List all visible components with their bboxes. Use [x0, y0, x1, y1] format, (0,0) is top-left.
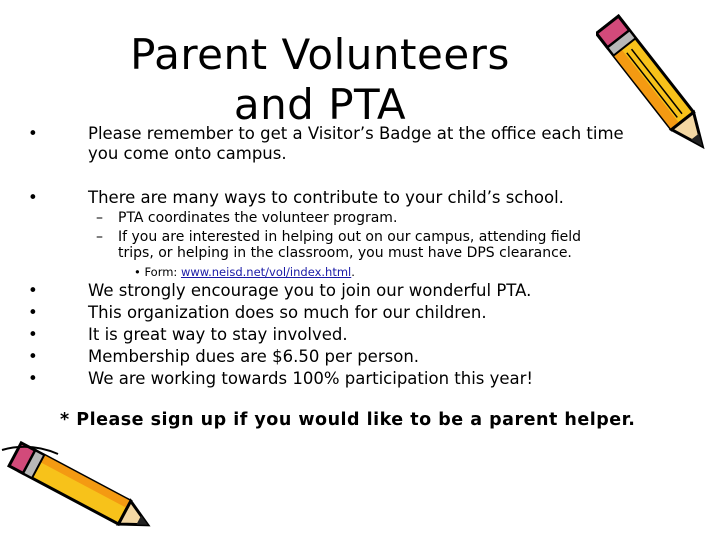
list-item-organization: This organization does so much for our children. [88, 303, 487, 322]
subbullet-text: PTA coordinates the volunteer program. [118, 210, 398, 226]
list-item-membership-dues: Membership dues are $6.50 per person. [88, 347, 420, 366]
list-item-join-pta: We strongly encourage you to join our wonderful PTA. [88, 281, 532, 300]
sign-up-note: * Please sign up if you would like to be a parent helper. [60, 410, 636, 430]
form-label: Form: [144, 265, 181, 279]
list-item-participation: We are working towards 100% participation this year! [88, 369, 534, 388]
subbullet-text: If you are interested in helping out on our campus, attending field trips, or helping in the classroom, you must have DPS clearance. [118, 229, 582, 261]
bullet-marker: • [28, 281, 38, 300]
bullet-marker: • [28, 347, 38, 366]
bullet-marker: • [28, 303, 38, 322]
bullet-marker: • [28, 369, 38, 388]
list-item-stay-involved: It is great way to stay involved. [88, 325, 348, 344]
bullet-marker: • [28, 188, 38, 207]
form-bullet: • [134, 265, 141, 279]
volunteer-form-link[interactable]: www.neisd.net/vol/index.html [180, 265, 352, 279]
bullet-visitor-badge-line-2: you come onto campus. [88, 144, 287, 163]
bullet-visitor-badge [88, 124, 624, 164]
bullet-visitor-badge-line-1: Please remember to get a Visitor’s Badge at the office each time [88, 124, 624, 143]
title-line-2: and PTA [233, 80, 407, 129]
pencil-clipart-bottom-left [0, 440, 160, 540]
page-title [110, 30, 530, 130]
bullet-ways-to-contribute: There are many ways to contribute to your child’s school. [88, 188, 564, 207]
bullet-marker: • [28, 325, 38, 344]
dash-marker: – [96, 210, 103, 226]
bullet-marker: • [28, 124, 38, 143]
form-line [134, 265, 355, 279]
form-period: . [351, 265, 355, 279]
title-line-1: Parent Volunteers [130, 30, 510, 79]
dash-marker: – [96, 229, 103, 245]
